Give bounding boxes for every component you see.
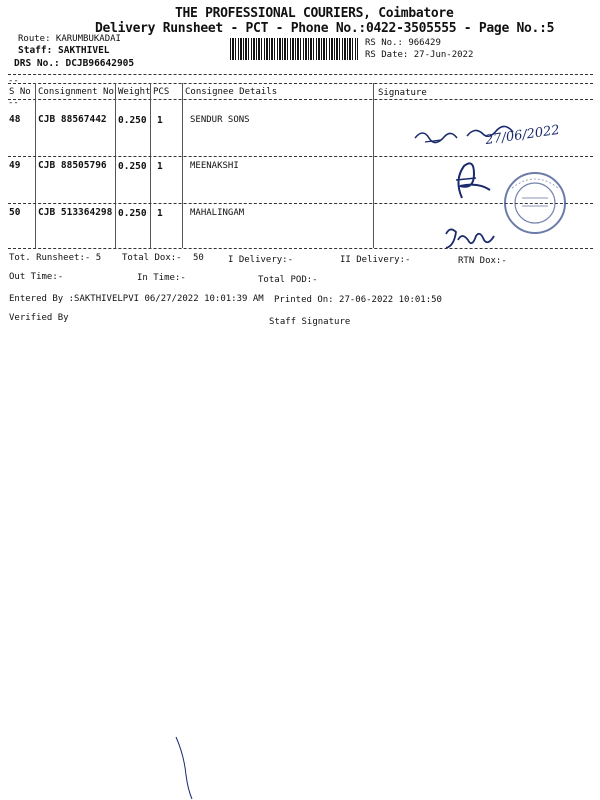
row-consignment: CJB 88505796 bbox=[38, 160, 107, 171]
i-delivery: I Delivery:- bbox=[228, 255, 294, 265]
row-sno: 48 bbox=[9, 114, 21, 125]
pen-mark bbox=[170, 735, 200, 800]
stamp-seal bbox=[500, 168, 570, 238]
printed-on: Printed On: 27-06-2022 10:01:50 bbox=[274, 295, 442, 305]
column-header-consignment: Consignment No bbox=[38, 87, 114, 97]
total-dox-value: 50 bbox=[193, 253, 204, 263]
staff-label: Staff: SAKTHIVEL bbox=[18, 45, 110, 56]
drs-number: DRS No.: DCJB96642905 bbox=[14, 58, 135, 69]
staff-signature: Staff Signature bbox=[269, 317, 351, 327]
total-dox-label: Total Dox:- bbox=[122, 253, 182, 263]
row-consignee: MAHALINGAM bbox=[190, 208, 245, 218]
signature-scribble bbox=[440, 222, 500, 256]
signature-date: 27/06/2022 bbox=[484, 122, 561, 149]
column-header-pcs: PCS bbox=[153, 87, 170, 97]
rtn-dox: RTN Dox:- bbox=[458, 256, 507, 266]
route-label: Route: KARUMBUKADAI bbox=[18, 34, 121, 44]
row-sno: 50 bbox=[9, 207, 21, 218]
row-consignee: MEENAKSHI bbox=[190, 161, 239, 171]
divider-top bbox=[8, 74, 593, 75]
row-consignment: CJB 513364298 bbox=[38, 207, 113, 218]
column-header-sno: S No bbox=[9, 87, 31, 97]
total-pod: Total POD:- bbox=[258, 275, 318, 285]
row-pcs: 1 bbox=[157, 161, 163, 172]
column-divider bbox=[182, 83, 183, 248]
dash-mark: -- bbox=[8, 98, 19, 108]
column-divider bbox=[150, 83, 151, 248]
divider-table-bottom bbox=[8, 248, 593, 249]
sheet-title: Delivery Runsheet - PCT - Phone No.:0422-3505555 - Page No.:5 bbox=[95, 21, 555, 36]
in-time: In Time:- bbox=[137, 273, 186, 283]
company-title: THE PROFESSIONAL COURIERS, Coimbatore bbox=[175, 6, 454, 21]
barcode bbox=[230, 38, 358, 60]
rs-date: RS Date: 27-Jun-2022 bbox=[365, 50, 474, 60]
verified-by: Verified By bbox=[9, 313, 69, 323]
dash-mark: -- bbox=[8, 76, 19, 86]
ii-delivery: II Delivery:- bbox=[340, 255, 411, 265]
divider-header-bottom bbox=[8, 99, 593, 100]
row-weight: 0.250 bbox=[118, 208, 147, 219]
column-header-consignee: Consignee Details bbox=[185, 87, 278, 97]
divider-header-top bbox=[8, 83, 593, 84]
entered-by: Entered By :SAKTHIVELPVI 06/27/2022 10:01:39 AM bbox=[9, 294, 264, 304]
column-header-weight: Weight bbox=[118, 87, 151, 97]
row-sno: 49 bbox=[9, 160, 21, 171]
row-weight: 0.250 bbox=[118, 115, 147, 126]
column-header-signature: Signature bbox=[378, 88, 427, 98]
row-consignee: SENDUR SONS bbox=[190, 115, 250, 125]
row-consignment: CJB 88567442 bbox=[38, 114, 107, 125]
row-weight: 0.250 bbox=[118, 161, 147, 172]
rs-number: RS No.: 966429 bbox=[365, 38, 441, 48]
column-divider bbox=[35, 83, 36, 248]
column-divider bbox=[115, 83, 116, 248]
out-time: Out Time:- bbox=[9, 272, 64, 282]
signature-scribble bbox=[448, 160, 498, 202]
tot-runsheet: Tot. Runsheet:- 5 bbox=[9, 253, 102, 263]
column-divider bbox=[373, 83, 374, 248]
row-pcs: 1 bbox=[157, 115, 163, 126]
row-pcs: 1 bbox=[157, 208, 163, 219]
